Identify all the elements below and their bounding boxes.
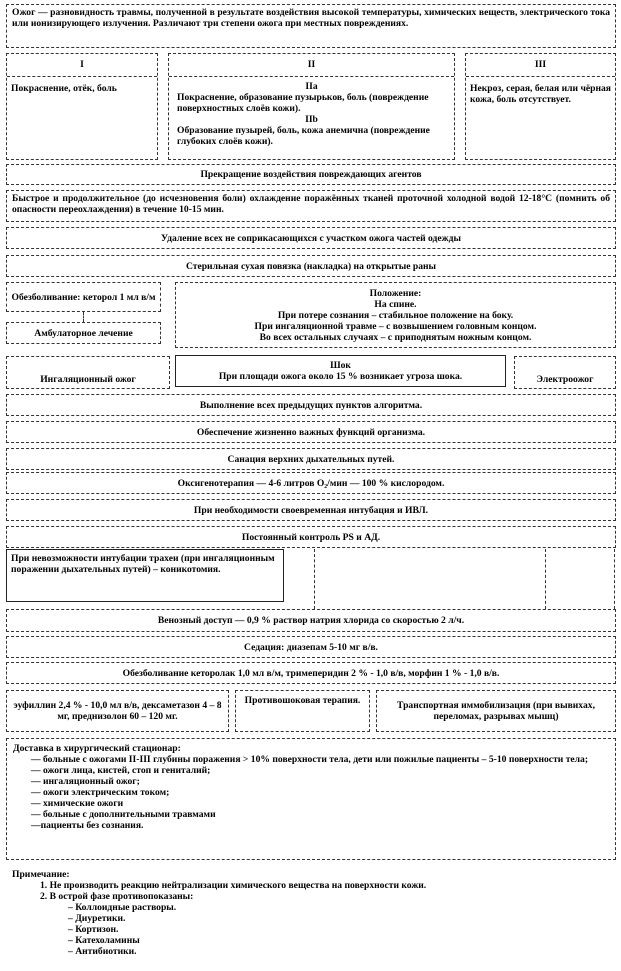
electro-text: Электроожог	[536, 374, 594, 385]
contraindication-item: – Антибиотики.	[68, 946, 137, 957]
notes-block	[12, 869, 612, 957]
transport-text: Транспортная иммобилизация (при вывихах, переломах, разрывах мышц)	[397, 700, 595, 722]
control-text: Постоянный контроль PS и АД.	[241, 531, 381, 543]
step-remove-text: Удаление всех не соприкасающихся с участком ожога частей одежды	[161, 232, 461, 244]
delivery-item: — химические ожоги	[31, 798, 124, 809]
contraindication-item: – Кортизон.	[68, 924, 119, 935]
position-box	[175, 282, 616, 348]
aminophylline-text: эуфиллин 2,4 % - 10,0 мл в/в, дексаметазон 4 – 8 мг, преднизолон 60 – 120 мг.	[13, 700, 222, 722]
step-intubation	[6, 499, 616, 521]
step-remove-clothes	[6, 227, 616, 249]
transport-box	[376, 690, 616, 732]
dashed-connector	[314, 549, 315, 609]
step-vital-functions	[6, 421, 616, 443]
delivery-box	[6, 738, 616, 860]
degree-2b-title: IIb	[305, 114, 318, 125]
delivery-item: — ожоги лица, кистей, стоп и гениталий;	[31, 765, 211, 776]
aminophylline-box	[6, 690, 229, 732]
position-line: На спине.	[374, 298, 417, 310]
ambulatory-text: Амбулаторное лечение	[34, 327, 133, 339]
airways-text: Санация верхних дыхательных путей.	[227, 453, 395, 465]
position-line: При потере сознания – стабильное положение на боку.	[277, 309, 514, 321]
oxygen-text: Оксигенотерапия — 4-6 литров O₂/мин — 100 % кислородом.	[177, 477, 445, 489]
step-stop-text: Прекращение воздействия повреждающих агентов	[200, 169, 422, 180]
electro-box	[514, 356, 616, 389]
intro-text: Ожог — разновидность травмы, полученной в результате воздействия высокой температуры, химических веществ, электрического тока или ионизирующего излучения. Различают три степени ожога при местных повреждениях.	[12, 7, 610, 29]
note-item: 1. Не производить реакцию нейтрализации химического вещества на поверхности кожи.	[40, 880, 427, 891]
sedation-text: Седация: диазепам 5-10 мг в/в.	[244, 641, 378, 653]
note-item: 2. В острой фазе противопоказаны:	[40, 891, 194, 902]
delivery-item: — ожоги электрическим током;	[31, 787, 170, 798]
conicotomy-box	[6, 549, 284, 602]
degree-1-title: I	[7, 54, 157, 77]
step-oxygen	[6, 472, 616, 494]
degree-2-title: II	[169, 54, 454, 77]
step-venous-access	[6, 609, 616, 632]
delivery-item: — больные с дополнительными травмами	[31, 809, 216, 820]
degree-3-text: Некроз, серая, белая или чёрная кожа, боль отсутствует.	[470, 83, 611, 105]
anesthesia-box	[6, 282, 161, 312]
step-bandage-text: Стерильная сухая повязка (накладка) на открытые раны	[185, 260, 437, 272]
step-all-previous	[6, 394, 616, 416]
shock-box	[175, 355, 506, 387]
position-line: Во всех остальных случаях – с приподнятым ножным концом.	[259, 331, 532, 343]
delivery-title: Доставка в хирургический стационар:	[13, 743, 181, 754]
antishock-box	[235, 690, 370, 732]
position-title: Положение:	[369, 287, 422, 299]
contraindication-item: – Коллоидные растворы.	[68, 902, 177, 913]
step-bandage	[6, 255, 616, 277]
dashed-connector	[545, 549, 546, 609]
all-prev-text: Выполнение всех предыдущих пунктов алгоритма.	[199, 399, 423, 411]
degree-2a-text: Покраснение, образование пузырьков, боль (повреждение поверхностных слоёв кожи).	[177, 92, 429, 114]
venous-text: Венозный доступ — 0,9 % раствор натрия хлорида со скоростью 2 л/ч.	[157, 615, 465, 626]
ambulatory-box	[6, 322, 161, 344]
inhalation-text: Ингаляционный ожог	[40, 374, 136, 385]
degree-3-box	[465, 53, 616, 160]
intro-box	[6, 4, 616, 48]
inhalation-box	[6, 356, 170, 389]
antishock-text: Противошоковая терапия.	[244, 695, 361, 706]
degree-2-box	[168, 53, 455, 160]
delivery-item: —пациенты без сознания.	[31, 820, 144, 831]
degree-2b-text: Образование пузырей, боль, кожа анемична (повреждение глубоких слоёв кожи).	[177, 125, 430, 147]
contraindication-item: – Диуретики.	[68, 913, 126, 924]
notes-title: Примечание:	[12, 869, 70, 880]
step-control	[6, 526, 616, 548]
conicotomy-text: При невозможности интубации трахеи (при ингаляционным поражении дыхательных путей) – коникотомия.	[11, 553, 275, 575]
analgesia-text: Обезболивание кеторолак 1,0 мл в/м, тримеперидин 2 % - 1,0 в/в, морфин 1 % - 1,0 в/в.	[122, 667, 500, 679]
connector-line	[83, 312, 84, 322]
position-line: При ингаляционной травме – с возвышением головным концом.	[254, 320, 537, 332]
degree-1-text: Покраснение, отёк, боль	[11, 83, 117, 94]
shock-text: При площади ожога около 15 % возникает угроза шока.	[218, 371, 463, 382]
step-cooling-text: Быстрое и продолжительное (до исчезновения боли) охлаждение поражённых тканей проточной холодной водой 12-18°С (помнить об опасности переохлаждения) в течение 10-15 мин.	[12, 193, 610, 215]
anesthesia-text: Обезболивание: кеторол 1 мл в/м	[11, 291, 156, 303]
delivery-item: — больные с ожогами II-III глубины поражения > 10% поверхности тела, дети или пожилые пациенты – 5-10 поверхности тела;	[31, 754, 589, 765]
degree-3-title: III	[466, 54, 615, 77]
delivery-item: — ингаляционный ожог;	[31, 776, 140, 787]
step-cooling	[6, 190, 616, 222]
step-airways	[6, 448, 616, 470]
dashed-connector	[614, 549, 615, 609]
intubation-text: При необходимости своевременная интубация и ИВЛ.	[193, 504, 429, 516]
step-analgesia	[6, 662, 616, 684]
shock-title: Шок	[330, 360, 351, 371]
degree-2a-title: IIa	[305, 81, 318, 92]
vital-text: Обеспечение жизненно важных функций организма.	[196, 426, 426, 438]
step-sedation	[6, 636, 616, 658]
contraindication-item: – Катехоламины	[68, 935, 140, 946]
step-stop	[6, 164, 616, 185]
degree-1-box	[6, 53, 158, 160]
